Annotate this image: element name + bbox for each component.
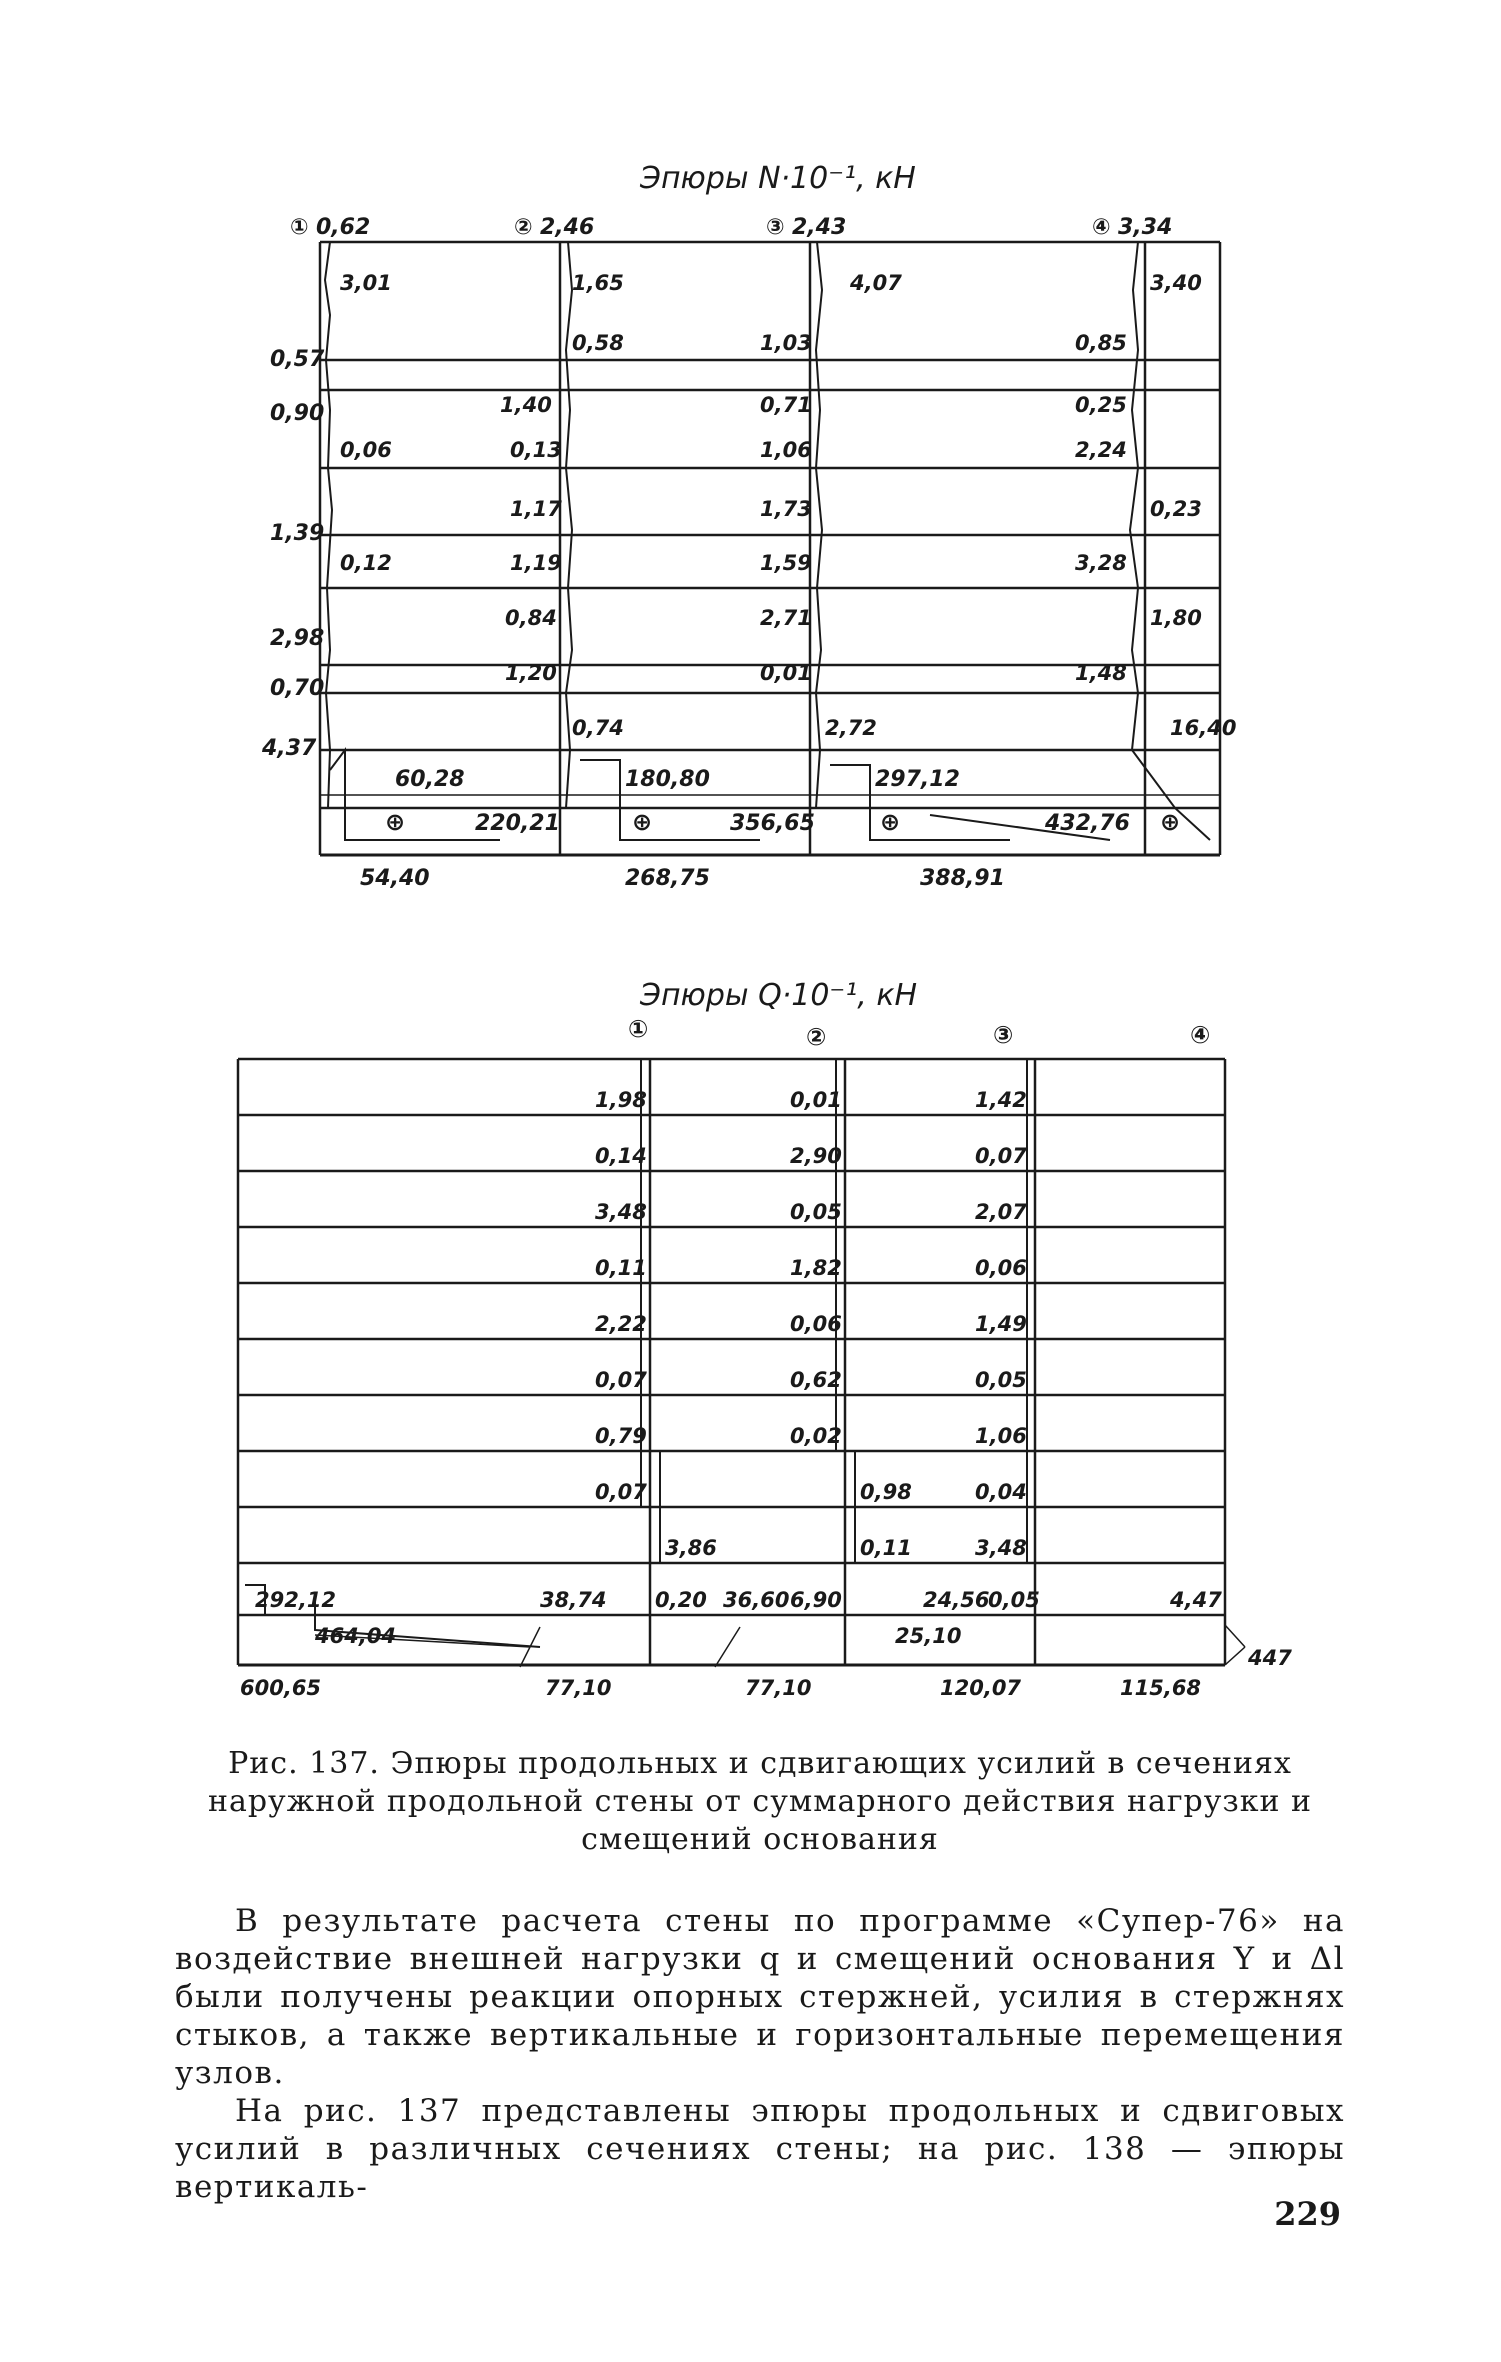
q-col2-value: 1,82 — [790, 1256, 842, 1280]
q-row10-value: 0,05 — [988, 1588, 1040, 1612]
q-base-value: 115,68 — [1120, 1676, 1202, 1700]
q-extra-value: 0,98 — [860, 1480, 912, 1504]
q-row10-value: 36,60 — [723, 1588, 790, 1612]
q-col3-value: 2,07 — [975, 1200, 1027, 1224]
q-col1-value: 0,79 — [595, 1424, 647, 1448]
q-base-value: 77,10 — [545, 1676, 612, 1700]
panel-value: 1,65 — [572, 271, 624, 295]
q-row10-value: 6,90 — [790, 1588, 842, 1612]
q-extra-value: 0,11 — [860, 1536, 912, 1560]
paragraph: На рис. 137 представлены эпюры продольных и сдвиговых усилий в различных сечениях стены; на рис. 138 — эпюры вертикаль- — [175, 2093, 1345, 2205]
q-col3-value: 0,07 — [975, 1144, 1027, 1168]
base-value: 388,91 — [920, 866, 1005, 891]
panel-value: 0,01 — [760, 661, 812, 685]
figure-q-title: Эпюры Q·10⁻¹, кН — [640, 978, 918, 1013]
panel-value: 3,28 — [1075, 551, 1127, 575]
q-col1-value: 0,14 — [595, 1144, 647, 1168]
panel-value: 2,71 — [760, 606, 812, 630]
axis-3-label: ③ — [766, 215, 785, 240]
q-col1-value: 1,98 — [595, 1088, 647, 1112]
q-base-value: 600,65 — [240, 1676, 322, 1700]
panel-value: 1,48 — [1075, 661, 1127, 685]
q-col3-value: 1,42 — [975, 1088, 1027, 1112]
panel-value: 3,40 — [1150, 271, 1202, 295]
panel-value: 0,71 — [760, 393, 812, 417]
left-value: 4,37 — [262, 736, 317, 761]
panel-value: 0,13 — [510, 438, 562, 462]
panel-value: 2,72 — [825, 716, 877, 740]
q-col3-value: 0,06 — [975, 1256, 1027, 1280]
base-value: 297,12 — [875, 767, 960, 792]
plus-sign-icon: ⊕ — [1160, 808, 1181, 836]
figure-n-title: Эпюры N·10⁻¹, кН — [640, 161, 916, 196]
left-value: 2,98 — [270, 626, 325, 651]
q-row10-value: 0,20 — [655, 1588, 707, 1612]
axis-3-value: 2,43 — [792, 215, 847, 240]
q-base-value: 77,10 — [745, 1676, 812, 1700]
base-value: 432,76 — [1045, 811, 1130, 836]
panel-value: 1,80 — [1150, 606, 1202, 630]
q-col3-value: 0,04 — [975, 1480, 1027, 1504]
left-value: 1,39 — [270, 521, 325, 546]
panel-value: 1,40 — [500, 393, 552, 417]
panel-value: 1,06 — [760, 438, 812, 462]
q-row10-value: 24,56 — [923, 1588, 990, 1612]
base-value: 356,65 — [730, 811, 815, 836]
axis-1-label: ① — [290, 215, 309, 240]
figure-caption: Рис. 137. Эпюры продольных и сдвигающих усилий в сечениях наружной продольной стены от суммарного действия нагрузки и смещений основания — [207, 1746, 1313, 1857]
axis-1-label: ① — [628, 1015, 649, 1043]
panel-value: 4,07 — [850, 271, 902, 295]
base-value: 60,28 — [395, 767, 465, 792]
panel-value: 3,01 — [340, 271, 392, 295]
panel-value: 1,73 — [760, 497, 812, 521]
q-col3-value: 1,06 — [975, 1424, 1027, 1448]
panel-value: 1,20 — [505, 661, 557, 685]
panel-value: 0,74 — [572, 716, 624, 740]
q-base-value: 120,07 — [940, 1676, 1022, 1700]
axis-4-label: ④ — [1190, 1021, 1211, 1049]
page-number: 229 — [1274, 2195, 1341, 2233]
axis-2-value: 2,46 — [540, 215, 595, 240]
plus-sign-icon: ⊕ — [385, 808, 406, 836]
panel-value: 0,25 — [1075, 393, 1127, 417]
left-value: 0,57 — [270, 347, 325, 372]
axis-2-label: ② — [806, 1023, 827, 1051]
paragraph: В результате расчета стены по программе «Супер-76» на воздействие внешней нагрузки q и смещений основания Y и Δl были получены реакции опорных стержней, усилия в стержнях стыков, а также вертикальные и горизонтальные перемещения узлов. — [175, 1903, 1345, 2091]
q-col2-value: 0,62 — [790, 1368, 842, 1392]
axis-2-label: ② — [514, 215, 533, 240]
panel-value: 0,12 — [340, 551, 392, 575]
q-col1-value: 2,22 — [595, 1312, 647, 1336]
plus-sign-icon: ⊕ — [880, 808, 901, 836]
panel-value: 0,06 — [340, 438, 392, 462]
axis-1-value: 0,62 — [316, 215, 371, 240]
figure-q-grid — [238, 1059, 1245, 1667]
left-value: 0,90 — [270, 401, 325, 426]
base-value: 180,80 — [625, 767, 710, 792]
axis-4-label: ④ — [1092, 215, 1111, 240]
q-col2-value: 0,02 — [790, 1424, 842, 1448]
q-base-value: 25,10 — [895, 1624, 962, 1648]
panel-value: 0,23 — [1150, 497, 1202, 521]
panel-value: 0,85 — [1075, 331, 1127, 355]
q-base-value: 464,04 — [315, 1624, 397, 1648]
panel-value: 1,03 — [760, 331, 812, 355]
q-row10-value: 38,74 — [540, 1588, 607, 1612]
q-col3-value: 0,05 — [975, 1368, 1027, 1392]
q-col2-value: 0,01 — [790, 1088, 842, 1112]
q-col2-value: 2,90 — [790, 1144, 842, 1168]
panel-value: 1,17 — [510, 497, 562, 521]
panel-value: 1,19 — [510, 551, 562, 575]
panel-value: 1,59 — [760, 551, 812, 575]
base-value: 220,21 — [475, 811, 560, 836]
q-extra-value: 3,48 — [975, 1536, 1027, 1560]
q-col1-value: 3,48 — [595, 1200, 647, 1224]
body-text — [175, 1902, 1345, 2206]
plus-sign-icon: ⊕ — [632, 808, 653, 836]
figure-q-diagram — [0, 975, 1501, 1700]
q-extra-value: 3,86 — [665, 1536, 717, 1560]
q-base-value: 447 — [1248, 1646, 1292, 1670]
panel-value: 0,84 — [505, 606, 557, 630]
base-value: 54,40 — [360, 866, 430, 891]
q-row10-value: 292,12 — [255, 1588, 337, 1612]
panel-value: 0,58 — [572, 331, 624, 355]
q-col2-value: 0,05 — [790, 1200, 842, 1224]
panel-value: 16,40 — [1170, 716, 1237, 740]
q-col1-value: 0,07 — [595, 1368, 647, 1392]
axis-3-label: ③ — [993, 1021, 1014, 1049]
q-col2-value: 0,06 — [790, 1312, 842, 1336]
q-col3-value: 1,49 — [975, 1312, 1027, 1336]
base-value: 268,75 — [625, 866, 710, 891]
figure-n-diagram — [0, 150, 1501, 1050]
axis-4-value: 3,34 — [1118, 215, 1173, 240]
q-col1-value: 0,07 — [595, 1480, 647, 1504]
panel-value: 2,24 — [1075, 438, 1127, 462]
q-col1-value: 0,11 — [595, 1256, 647, 1280]
left-value: 0,70 — [270, 676, 325, 701]
q-row10-value: 4,47 — [1170, 1588, 1222, 1612]
